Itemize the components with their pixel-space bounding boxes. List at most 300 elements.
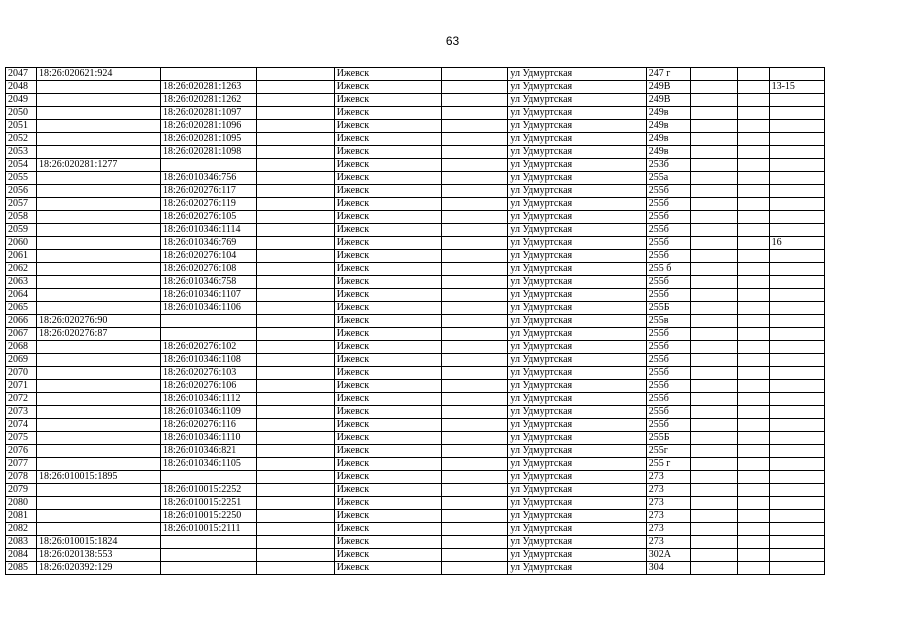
cell-street: ул Удмуртская: [508, 185, 646, 198]
cell-city: Ижевск: [334, 549, 441, 562]
cell-extra-1: [691, 211, 737, 224]
cell-house-number: 255б: [646, 354, 690, 367]
cell-cadastral-number-parcel: 18:26:010015:1824: [36, 536, 160, 549]
cell-cadastral-number-parcel: [36, 406, 160, 419]
cell-extra-1: [691, 68, 737, 81]
cell-extra-1: [691, 315, 737, 328]
table-row: [6, 159, 825, 172]
cell-extra-1: [691, 237, 737, 250]
cell-note: [769, 107, 824, 120]
cell-note: [769, 367, 824, 380]
cell-cadastral-number-building: 18:26:010015:2251: [160, 497, 256, 510]
cell-note: [769, 263, 824, 276]
cell-extra-1: [691, 263, 737, 276]
cell-house-number: 249в: [646, 120, 690, 133]
cell-cadastral-number-building: 18:26:010346:1106: [160, 302, 256, 315]
cell-extra-1: [691, 250, 737, 263]
cell-city: Ижевск: [334, 159, 441, 172]
cell-empty-column: [257, 263, 334, 276]
cell-city: Ижевск: [334, 133, 441, 146]
cell-extra-2: [737, 432, 769, 445]
cell-row-number: 2072: [6, 393, 37, 406]
cell-city: Ижевск: [334, 367, 441, 380]
cell-note: [769, 185, 824, 198]
cell-house-number: 255б: [646, 211, 690, 224]
cell-empty-column-2: [442, 120, 508, 133]
cell-empty-column: [257, 237, 334, 250]
cell-street: ул Удмуртская: [508, 367, 646, 380]
cell-row-number: 2085: [6, 562, 37, 575]
table-row: [6, 211, 825, 224]
cell-row-number: 2063: [6, 276, 37, 289]
cell-extra-1: [691, 328, 737, 341]
cell-empty-column-2: [442, 445, 508, 458]
cell-empty-column-2: [442, 458, 508, 471]
cell-extra-2: [737, 562, 769, 575]
cell-row-number: 2074: [6, 419, 37, 432]
table-row: [6, 562, 825, 575]
cell-extra-2: [737, 510, 769, 523]
table-row: [6, 107, 825, 120]
cell-cadastral-number-parcel: 18:26:020138:553: [36, 549, 160, 562]
cell-street: ул Удмуртская: [508, 211, 646, 224]
cell-row-number: 2079: [6, 484, 37, 497]
cell-empty-column: [257, 315, 334, 328]
cell-empty-column: [257, 172, 334, 185]
cell-cadastral-number-parcel: [36, 419, 160, 432]
cell-empty-column: [257, 289, 334, 302]
cell-city: Ижевск: [334, 172, 441, 185]
cell-empty-column-2: [442, 562, 508, 575]
cell-house-number: 247 г: [646, 68, 690, 81]
cell-row-number: 2069: [6, 354, 37, 367]
cell-empty-column-2: [442, 146, 508, 159]
cell-street: ул Удмуртская: [508, 159, 646, 172]
cell-extra-2: [737, 81, 769, 94]
cell-street: ул Удмуртская: [508, 146, 646, 159]
cell-cadastral-number-parcel: [36, 510, 160, 523]
cell-cadastral-number-parcel: 18:26:020276:90: [36, 315, 160, 328]
cell-cadastral-number-parcel: [36, 198, 160, 211]
cell-extra-2: [737, 549, 769, 562]
cell-extra-2: [737, 354, 769, 367]
cell-street: ул Удмуртская: [508, 315, 646, 328]
cell-cadastral-number-building: 18:26:020281:1262: [160, 94, 256, 107]
cell-empty-column-2: [442, 276, 508, 289]
cell-empty-column-2: [442, 341, 508, 354]
cell-city: Ижевск: [334, 497, 441, 510]
cell-extra-2: [737, 185, 769, 198]
cell-house-number: 255Б: [646, 302, 690, 315]
cell-row-number: 2080: [6, 497, 37, 510]
cell-house-number: 255б: [646, 341, 690, 354]
cell-cadastral-number-building: 18:26:010346:1109: [160, 406, 256, 419]
cell-city: Ижевск: [334, 289, 441, 302]
cell-extra-2: [737, 107, 769, 120]
cell-cadastral-number-parcel: 18:26:020392:129: [36, 562, 160, 575]
cell-cadastral-number-parcel: 18:26:020276:87: [36, 328, 160, 341]
cell-house-number: 255б: [646, 237, 690, 250]
cell-house-number: 249в: [646, 133, 690, 146]
cell-empty-column: [257, 458, 334, 471]
cell-note: 13-15: [769, 81, 824, 94]
cell-note: [769, 250, 824, 263]
table-row: [6, 224, 825, 237]
cell-cadastral-number-building: 18:26:020276:116: [160, 419, 256, 432]
cell-street: ул Удмуртская: [508, 250, 646, 263]
cell-empty-column: [257, 159, 334, 172]
cell-note: [769, 211, 824, 224]
cell-cadastral-number-building: 18:26:010346:1108: [160, 354, 256, 367]
cell-extra-1: [691, 367, 737, 380]
cell-empty-column-2: [442, 315, 508, 328]
cell-street: ул Удмуртская: [508, 536, 646, 549]
cell-house-number: 255в: [646, 315, 690, 328]
cell-cadastral-number-building: 18:26:010015:2111: [160, 523, 256, 536]
cell-street: ул Удмуртская: [508, 302, 646, 315]
cell-note: [769, 341, 824, 354]
table-row: [6, 380, 825, 393]
cell-empty-column-2: [442, 159, 508, 172]
cell-extra-2: [737, 458, 769, 471]
cell-row-number: 2077: [6, 458, 37, 471]
cell-extra-1: [691, 458, 737, 471]
cell-cadastral-number-building: 18:26:010346:756: [160, 172, 256, 185]
cell-extra-1: [691, 562, 737, 575]
cell-cadastral-number-parcel: [36, 458, 160, 471]
cell-row-number: 2050: [6, 107, 37, 120]
cell-city: Ижевск: [334, 523, 441, 536]
table-row: [6, 146, 825, 159]
cell-city: Ижевск: [334, 458, 441, 471]
cell-street: ул Удмуртская: [508, 276, 646, 289]
cell-row-number: 2055: [6, 172, 37, 185]
cell-empty-column-2: [442, 302, 508, 315]
cell-cadastral-number-building: 18:26:020281:1097: [160, 107, 256, 120]
cell-extra-1: [691, 198, 737, 211]
cell-extra-2: [737, 120, 769, 133]
table-row: [6, 185, 825, 198]
cell-note: 16: [769, 237, 824, 250]
cell-note: [769, 471, 824, 484]
cell-extra-2: [737, 536, 769, 549]
cell-street: ул Удмуртская: [508, 549, 646, 562]
cell-empty-column-2: [442, 367, 508, 380]
cell-cadastral-number-parcel: [36, 224, 160, 237]
cell-street: ул Удмуртская: [508, 523, 646, 536]
cell-row-number: 2070: [6, 367, 37, 380]
cell-empty-column: [257, 445, 334, 458]
cell-extra-2: [737, 237, 769, 250]
cell-house-number: 255б: [646, 250, 690, 263]
cell-empty-column: [257, 146, 334, 159]
cell-empty-column: [257, 133, 334, 146]
cell-city: Ижевск: [334, 341, 441, 354]
cell-empty-column-2: [442, 263, 508, 276]
cell-empty-column: [257, 419, 334, 432]
cell-street: ул Удмуртская: [508, 510, 646, 523]
cell-cadastral-number-building: 18:26:010015:2252: [160, 484, 256, 497]
cell-extra-2: [737, 68, 769, 81]
cell-empty-column: [257, 224, 334, 237]
cell-row-number: 2049: [6, 94, 37, 107]
cell-cadastral-number-parcel: [36, 523, 160, 536]
cell-cadastral-number-building: 18:26:020281:1095: [160, 133, 256, 146]
cell-extra-1: [691, 302, 737, 315]
cell-extra-1: [691, 523, 737, 536]
cell-extra-1: [691, 419, 737, 432]
cell-extra-2: [737, 198, 769, 211]
table-row: [6, 328, 825, 341]
cell-note: [769, 432, 824, 445]
cell-street: ул Удмуртская: [508, 107, 646, 120]
cell-extra-2: [737, 315, 769, 328]
cell-city: Ижевск: [334, 484, 441, 497]
cell-house-number: 273: [646, 484, 690, 497]
cell-cadastral-number-building: 18:26:020281:1263: [160, 81, 256, 94]
cell-empty-column: [257, 211, 334, 224]
cell-extra-2: [737, 250, 769, 263]
cell-extra-1: [691, 172, 737, 185]
cell-empty-column-2: [442, 419, 508, 432]
cell-note: [769, 133, 824, 146]
cell-extra-2: [737, 146, 769, 159]
cell-street: ул Удмуртская: [508, 263, 646, 276]
cell-extra-2: [737, 172, 769, 185]
cell-empty-column-2: [442, 237, 508, 250]
cell-cadastral-number-parcel: [36, 94, 160, 107]
cell-empty-column: [257, 185, 334, 198]
cell-street: ул Удмуртская: [508, 380, 646, 393]
cell-extra-1: [691, 81, 737, 94]
cell-empty-column-2: [442, 523, 508, 536]
cell-extra-2: [737, 341, 769, 354]
cell-empty-column: [257, 250, 334, 263]
cell-city: Ижевск: [334, 198, 441, 211]
cell-city: Ижевск: [334, 68, 441, 81]
cell-house-number: 255 г: [646, 458, 690, 471]
cell-house-number: 255 б: [646, 263, 690, 276]
cell-extra-1: [691, 276, 737, 289]
cell-extra-1: [691, 159, 737, 172]
cell-row-number: 2081: [6, 510, 37, 523]
cell-empty-column-2: [442, 224, 508, 237]
table-row: [6, 263, 825, 276]
cell-note: [769, 224, 824, 237]
cell-cadastral-number-parcel: [36, 185, 160, 198]
cell-empty-column: [257, 393, 334, 406]
cell-extra-2: [737, 406, 769, 419]
cell-extra-1: [691, 471, 737, 484]
cell-empty-column-2: [442, 497, 508, 510]
cell-house-number: 302А: [646, 549, 690, 562]
cell-street: ул Удмуртская: [508, 445, 646, 458]
cell-street: ул Удмуртская: [508, 68, 646, 81]
cell-cadastral-number-parcel: [36, 354, 160, 367]
cell-row-number: 2062: [6, 263, 37, 276]
cell-extra-2: [737, 484, 769, 497]
cell-cadastral-number-parcel: 18:26:020621:924: [36, 68, 160, 81]
cell-extra-1: [691, 484, 737, 497]
table-row: [6, 367, 825, 380]
cell-cadastral-number-parcel: [36, 302, 160, 315]
cell-city: Ижевск: [334, 237, 441, 250]
cell-cadastral-number-parcel: 18:26:010015:1895: [36, 471, 160, 484]
cell-empty-column-2: [442, 211, 508, 224]
cell-row-number: 2056: [6, 185, 37, 198]
cell-street: ул Удмуртская: [508, 172, 646, 185]
cell-row-number: 2067: [6, 328, 37, 341]
cell-city: Ижевск: [334, 419, 441, 432]
cell-note: [769, 68, 824, 81]
cell-extra-1: [691, 445, 737, 458]
cell-cadastral-number-parcel: [36, 250, 160, 263]
cell-house-number: 255б: [646, 185, 690, 198]
cell-house-number: 273: [646, 471, 690, 484]
cell-row-number: 2047: [6, 68, 37, 81]
cell-cadastral-number-building: 18:26:020276:103: [160, 367, 256, 380]
table-row: [6, 198, 825, 211]
cell-street: ул Удмуртская: [508, 393, 646, 406]
cell-cadastral-number-building: 18:26:010346:1110: [160, 432, 256, 445]
cell-empty-column: [257, 81, 334, 94]
cell-row-number: 2064: [6, 289, 37, 302]
cell-empty-column-2: [442, 328, 508, 341]
cell-street: ул Удмуртская: [508, 328, 646, 341]
cell-street: ул Удмуртская: [508, 289, 646, 302]
table-row: [6, 120, 825, 133]
cell-empty-column: [257, 341, 334, 354]
cell-empty-column-2: [442, 510, 508, 523]
cell-empty-column-2: [442, 393, 508, 406]
cell-cadastral-number-building: [160, 471, 256, 484]
cell-empty-column: [257, 302, 334, 315]
cell-note: [769, 523, 824, 536]
cell-note: [769, 510, 824, 523]
cell-row-number: 2068: [6, 341, 37, 354]
cell-extra-1: [691, 497, 737, 510]
cell-street: ул Удмуртская: [508, 237, 646, 250]
cell-city: Ижевск: [334, 107, 441, 120]
cell-note: [769, 549, 824, 562]
cell-house-number: 304: [646, 562, 690, 575]
cell-extra-2: [737, 497, 769, 510]
table-row: [6, 510, 825, 523]
cell-note: [769, 276, 824, 289]
cell-note: [769, 159, 824, 172]
cell-extra-2: [737, 263, 769, 276]
cell-extra-1: [691, 406, 737, 419]
cell-note: [769, 302, 824, 315]
cell-note: [769, 354, 824, 367]
table-row: [6, 445, 825, 458]
table-row: [6, 237, 825, 250]
cell-cadastral-number-building: 18:26:020276:117: [160, 185, 256, 198]
cell-street: ул Удмуртская: [508, 471, 646, 484]
cell-empty-column-2: [442, 68, 508, 81]
cell-house-number: 255б: [646, 289, 690, 302]
cell-city: Ижевск: [334, 471, 441, 484]
cell-street: ул Удмуртская: [508, 120, 646, 133]
cell-extra-2: [737, 445, 769, 458]
cell-empty-column-2: [442, 172, 508, 185]
cell-cadastral-number-building: 18:26:010346:1107: [160, 289, 256, 302]
cell-empty-column: [257, 107, 334, 120]
cell-extra-1: [691, 393, 737, 406]
cell-extra-1: [691, 224, 737, 237]
cell-extra-2: [737, 393, 769, 406]
cell-row-number: 2075: [6, 432, 37, 445]
cell-extra-2: [737, 133, 769, 146]
cell-city: Ижевск: [334, 445, 441, 458]
cell-city: Ижевск: [334, 185, 441, 198]
table-row: [6, 94, 825, 107]
cell-empty-column: [257, 380, 334, 393]
cell-row-number: 2083: [6, 536, 37, 549]
cell-row-number: 2084: [6, 549, 37, 562]
cell-cadastral-number-parcel: [36, 276, 160, 289]
cell-row-number: 2057: [6, 198, 37, 211]
cell-note: [769, 94, 824, 107]
cell-house-number: 273: [646, 523, 690, 536]
table-row: [6, 354, 825, 367]
cell-cadastral-number-building: 18:26:020276:102: [160, 341, 256, 354]
cell-cadastral-number-parcel: [36, 211, 160, 224]
cell-extra-1: [691, 146, 737, 159]
cell-row-number: 2076: [6, 445, 37, 458]
cell-cadastral-number-building: 18:26:020276:108: [160, 263, 256, 276]
cell-extra-2: [737, 94, 769, 107]
cell-row-number: 2059: [6, 224, 37, 237]
cell-house-number: 273: [646, 497, 690, 510]
table-row: [6, 393, 825, 406]
cell-empty-column: [257, 471, 334, 484]
cell-empty-column: [257, 354, 334, 367]
cell-extra-1: [691, 120, 737, 133]
cell-extra-2: [737, 159, 769, 172]
cell-house-number: 249в: [646, 146, 690, 159]
cell-cadastral-number-building: 18:26:010346:1112: [160, 393, 256, 406]
cell-cadastral-number-building: 18:26:010346:769: [160, 237, 256, 250]
cell-empty-column-2: [442, 250, 508, 263]
cell-street: ул Удмуртская: [508, 224, 646, 237]
cell-city: Ижевск: [334, 276, 441, 289]
cell-city: Ижевск: [334, 263, 441, 276]
cell-extra-1: [691, 510, 737, 523]
cell-empty-column-2: [442, 107, 508, 120]
cell-note: [769, 406, 824, 419]
cell-row-number: 2048: [6, 81, 37, 94]
cell-empty-column: [257, 406, 334, 419]
cell-empty-column-2: [442, 549, 508, 562]
cell-empty-column: [257, 94, 334, 107]
cell-house-number: 255б: [646, 406, 690, 419]
cell-street: ул Удмуртская: [508, 354, 646, 367]
cell-city: Ижевск: [334, 406, 441, 419]
cell-cadastral-number-parcel: [36, 367, 160, 380]
cell-cadastral-number-parcel: [36, 445, 160, 458]
cell-city: Ижевск: [334, 562, 441, 575]
cell-cadastral-number-parcel: [36, 263, 160, 276]
cell-empty-column: [257, 120, 334, 133]
cell-house-number: 255Б: [646, 432, 690, 445]
cell-empty-column-2: [442, 185, 508, 198]
cell-street: ул Удмуртская: [508, 94, 646, 107]
cell-cadastral-number-building: [160, 536, 256, 549]
cell-street: ул Удмуртская: [508, 458, 646, 471]
cell-empty-column: [257, 536, 334, 549]
cell-house-number: 255б: [646, 367, 690, 380]
